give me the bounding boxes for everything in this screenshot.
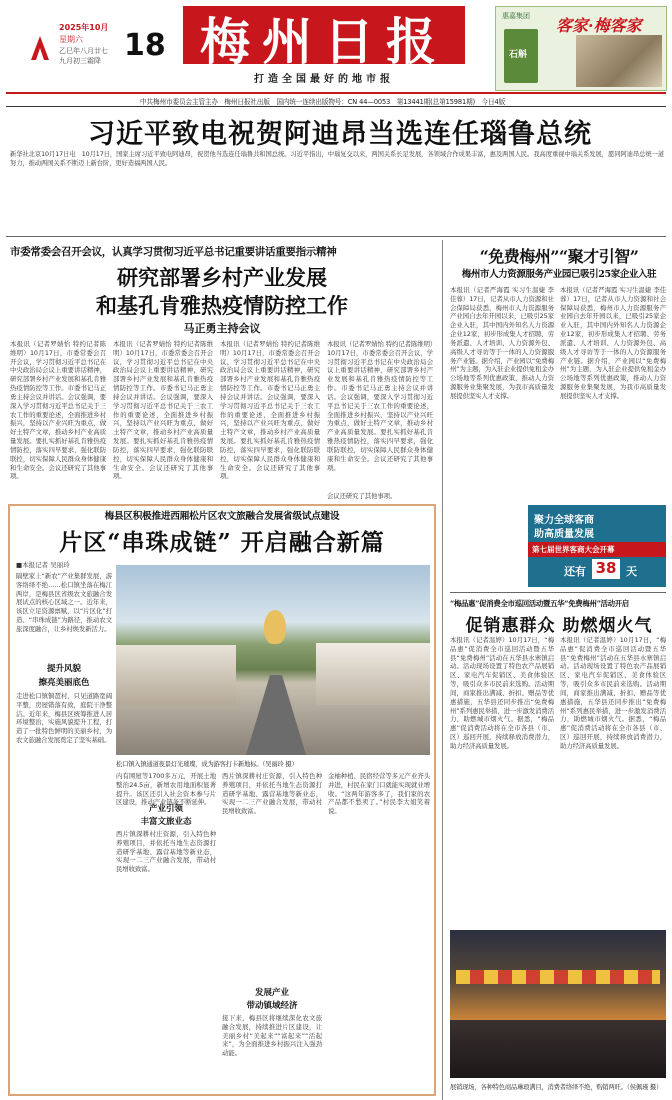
photo-landmark <box>264 610 286 644</box>
story3-col1: 本报讯（记者温婷）10月17日，“梅品惠”促消费全市巡回活动暨五华县“免费梅州”活动在五华县水寨镇启动。活动现场设置了特色农产品展销区、家电汽车促销区、美食体验区等，吸引众多市民前来选购。活动期间，商家推出满减、折扣、赠品等优惠措施，五华县还同步推出“免费梅州”系列惠民举措，进一步激发消费活力，助燃城市烟火气。据悉，“梅品惠”促消费活动将在全市各县（市、区）巡回开展，持续释放消费潜力，助力经济高质量发展。 <box>450 636 554 750</box>
date-box <box>6 10 176 90</box>
story2-kicker: “免费梅州”“聚才引智” <box>479 247 639 266</box>
story2-title: 梅州市人力资源服务产业园已吸引25家企业入驻 <box>461 269 657 280</box>
feature-title: 片区“串珠成链” 开启融合新篇 <box>59 529 385 556</box>
stall-canopy <box>456 970 660 984</box>
story1-kicker: 市委常委会召开会议，认真学习贯彻习近平总书记重要讲话重要指示精神 <box>10 246 337 258</box>
story1-col2: 本报讯（记者罗婧怡 特约记者陈维明）10月17日，市委常委会召开会议，学习贯彻习近平总书记在中央政治局会议上重要讲话精神，研究部署乡村产业发展和基孔肯雅热疫情防控等工作。市委书记马正勇主持会议并讲话。会议强调，要深入学习贯彻习近平总书记关于三农工作的重要论述，全面推进乡村振兴，坚持以产业兴旺为重点，做好土特产文章，推动乡村产业高质量发展。要扎实抓好基孔肯雅热疫情防控，落实四早要求，强化联防联控，切实保障人民群众身体健康和生命安全。会议还研究了其他事项。 <box>113 340 213 481</box>
feature-photo-caption: 松口镇入镇通道夜景灯光璀璨，成为游客打卡新地标。（吴丽玲 摄） <box>116 761 298 768</box>
feature-col4-body: 金柚种植、民宿经营等多元产业齐头并进，村民在家门口就能实现就业增收。“这两年游客多了，我们家的农产品都不愁卖了。”村民李大姐笑着说。 <box>328 772 430 816</box>
side-ad-countdown-number: 38 <box>592 559 620 579</box>
headline-rule <box>6 236 666 237</box>
feature-sub3b: 带动镇域经济 <box>246 1001 298 1011</box>
feature-col3-body: 西片镇深耕村庄资源，引入特色种养殖项目，并依托当地生态资源打造研学基地、露营基地等新业态，实现一二三产业融合发展，带动村民增收致富。 <box>222 772 322 816</box>
feature-sub2: 产业引领 <box>148 804 183 814</box>
info-line: 中共梅州市委员会主管主办 梅州日报社出版 国内统一连续出版物号：CN 44—0053 第13441期(总第15981期) 今日4版 <box>140 98 506 106</box>
paper-slogan: 打造全国最好的地市报 <box>254 74 394 85</box>
headline-body: 新华社北京10月17日电 10月17日，国家主席习近平致电阿迪昂，祝贺他当选连任瑙鲁共和国总统。习近平指出，中瑙复交以来，两国关系长足发展，各领域合作成果丰富，惠及两国人民。我高度重视中瑙关系发展，愿同阿迪昂总统一道努力，推动两国关系不断迈上新台阶，更好造福两国人民。 <box>10 151 664 168</box>
story2-col1: 本报讯（记者严海霞 实习生温婕 李佳蓉）17日，记者从市人力资源和社会保障局获悉，梅州市人力资源服务产业园自去年开园以来，已吸引25家企业入驻，其中国内外知名人力资源企业12家，初步形成集人才招聘、劳务派遣、人才培训、人力资源外包、高级人才寻访等于一体的人力资源服务产业链。据介绍，产业园以“免费梅州”为主题，为入驻企业提供免租金办公场地等系列优惠政策，推动人力资源服务业集聚发展，为我市高质量发展提供坚实人才支撑。 <box>450 286 554 400</box>
feature-col1-body: 隔壁家上“新农”产业集群发展，游客络绎不绝……松口镇坐落在梅江两岸，是梅县区省级农文旅融合发展试点的核心区域之一。近年来，该区立足资源禀赋，以“片区化”打造、“串珠成链”为路径，推动农文旅深度融合，让乡村焕发新活力。 <box>16 572 112 633</box>
feature-col2-body: 内有围屋等1700多万元，开展土地整治24.5亩，新增农用地面积显著提升。该区还引入社会资本参与片区建设，推动产业链条不断延伸。 <box>116 772 216 807</box>
solar-term: 九月初三霜降 <box>59 57 101 65</box>
feature-kicker: 梅县区积极推进西厢松片区农文旅融合发展省级试点建设 <box>104 511 340 522</box>
feature-photo <box>116 565 430 755</box>
story1-title-line1: 研究部署乡村产业发展 <box>117 265 327 290</box>
story3-photo-caption: 展销现场，各种特色商品琳琅满目，消费者络绎不绝，购销两旺。（侯佩瑾 摄） <box>450 1084 663 1091</box>
feature-col2-body2: 西片镇深耕村庄资源，引入特色种养殖项目，并依托当地生态资源打造研学基地、露营基地等新业态，实现一二三产业融合发展，带动村民增收致富。 <box>116 830 216 874</box>
story3-title: 促销惠群众 助燃烟火气 <box>465 616 653 636</box>
side-ad-event: 第七届世界客商大会开幕 <box>528 542 666 557</box>
photo-buildings-left <box>116 645 236 705</box>
story2-col2: 本报讯（记者严海霞 实习生温婕 李佳蓉）17日，记者从市人力资源和社会保障局获悉，梅州市人力资源服务产业园自去年开园以来，已吸引25家企业入驻，其中国内外知名人力资源企业12家，初步形成集人才招聘、劳务派遣、人才培训、人力资源外包、高级人才寻访等于一体的人力资源服务产业链。据介绍，产业园以“免费梅州”为主题，为入驻企业提供免租金办公场地等系列优惠政策，推动人力资源服务业集聚发展，为我市高质量发展提供坚实人才支撑。 <box>560 286 666 400</box>
photo-buildings-right <box>316 643 430 705</box>
story1-byline: 马正勇主持会议 <box>183 322 261 335</box>
paper-name: 梅州日报 <box>200 12 448 71</box>
feature-sub1: 提升风貌 <box>46 664 81 674</box>
info-rule <box>6 106 666 107</box>
feature-col3-body2: 接下来，梅县区将继续深化农文旅融合发展，持续推进片区建设，让美丽乡村“美起来”“富起来”“活起来”，为全面推进乡村振兴注入强劲动能。 <box>222 1014 322 1058</box>
story3-rule <box>450 592 666 593</box>
story1-title-line2: 和基孔肯雅热疫情防控工作 <box>96 293 348 318</box>
paper-logo <box>183 6 465 71</box>
feature-col1-body2: 走进松口镇铜琶村，只见道路宽阔平整，房屋错落有致，庭院干净整洁。近年来，梅县区统筹推进人居环境整治，实施风貌提升工程，打造了一批特色鲜明的美丽乡村，为农文旅融合发展奠定了坚实基础。 <box>16 692 112 745</box>
story3-photo <box>450 930 666 1078</box>
center-column-rule <box>442 240 443 1100</box>
ad-brand: 惠嘉集团 <box>502 12 530 20</box>
ad-photo <box>576 35 662 87</box>
photo-road <box>246 675 306 755</box>
ad-product: 石斛 <box>509 50 528 60</box>
story1-col4: 本报讯（记者罗婧怡 特约记者陈维明）10月17日，市委常委会召开会议，学习贯彻习近平总书记在中央政治局会议上重要讲话精神，研究部署乡村产业发展和基孔肯雅热疫情防控等工作。市委书记马正勇主持会议并讲话。会议强调，要深入学习贯彻习近平总书记关于三农工作的重要论述，全面推进乡村振兴，坚持以产业兴旺为重点，做好土特产文章，推动乡村产业高质量发展。要扎实抓好基孔肯雅热疫情防控，落实四早要求，强化联防联控，切实保障人民群众身体健康和生命安全。会议还研究了其他事项。 <box>327 340 433 472</box>
headline-title: 习近平致电祝贺阿迪昂当选连任瑙鲁总统 <box>88 119 592 150</box>
year-month: 2025年10月 <box>59 23 109 32</box>
side-advertisement[interactable] <box>528 505 666 587</box>
lunar-date: 乙巳年八月廿七 <box>59 47 108 55</box>
feature-sub1b: 擦亮美丽底色 <box>38 678 90 688</box>
feature-sub2b: 丰富文旅业态 <box>140 817 192 827</box>
side-ad-countdown-label: 还有 <box>564 565 586 578</box>
story3-kicker: “梅品惠”促消费全市巡回活动暨五华“免费梅州”活动开启 <box>450 599 629 608</box>
side-ad-line1: 聚力全球客商 <box>534 515 594 526</box>
feature-sub3: 发展产业 <box>254 988 289 998</box>
story1-end: 会议还研究了其他事项。 <box>327 492 397 500</box>
masthead-rule <box>6 92 666 94</box>
story1-col1: 本报讯（记者罗婧怡 特约记者陈维明）10月17日，市委常委会召开会议，学习贯彻习近平总书记在中央政治局会议上重要讲话精神，研究部署乡村产业发展和基孔肯雅热疫情防控等工作。市委书记马正勇主持会议并讲话。会议强调，要深入学习贯彻习近平总书记关于三农工作的重要论述，全面推进乡村振兴，坚持以产业兴旺为重点，做好土特产文章，推动乡村产业高质量发展。要扎实抓好基孔肯雅热疫情防控，落实四早要求，强化联防联控，切实保障人民群众身体健康和生命安全。会议还研究了其他事项。 <box>10 340 106 481</box>
day-number: 18 <box>124 28 166 63</box>
ad-title: 客家·梅客家 <box>556 16 642 35</box>
story3-col2: 本报讯（记者温婷）10月17日，“梅品惠”促消费全市巡回活动暨五华县“免费梅州”活动在五华县水寨镇启动。活动现场设置了特色农产品展销区、家电汽车促销区、美食体验区等，吸引众多市民前来选购。活动期间，商家推出满减、折扣、赠品等优惠措施，五华县还同步推出“免费梅州”系列惠民举措，进一步激发消费活力，助燃城市烟火气。据悉，“梅品惠”促消费活动将在全市各县（市、区）巡回开展，持续释放消费潜力，助力经济高质量发展。 <box>560 636 666 750</box>
crowd <box>450 1020 666 1078</box>
paper-emblem <box>28 34 52 62</box>
story1-col3: 本报讯（记者罗婧怡 特约记者陈维明）10月17日，市委常委会召开会议，学习贯彻习近平总书记在中央政治局会议上重要讲话精神，研究部署乡村产业发展和基孔肯雅热疫情防控等工作。市委书记马正勇主持会议并讲话。会议强调，要深入学习贯彻习近平总书记关于三农工作的重要论述，全面推进乡村振兴，坚持以产业兴旺为重点，做好土特产文章，推动乡村产业高质量发展。要扎实抓好基孔肯雅热疫情防控，落实四早要求，强化联防联控，切实保障人民群众身体健康和生命安全。会议还研究了其他事项。 <box>220 340 320 481</box>
weekday: 星期六 <box>59 35 83 44</box>
side-ad-countdown-unit: 天 <box>626 565 637 578</box>
feature-byline: ■本报记者 吴丽玲 <box>16 561 70 569</box>
top-advertisement[interactable] <box>495 6 667 91</box>
side-ad-line2: 助高质量发展 <box>534 529 594 540</box>
